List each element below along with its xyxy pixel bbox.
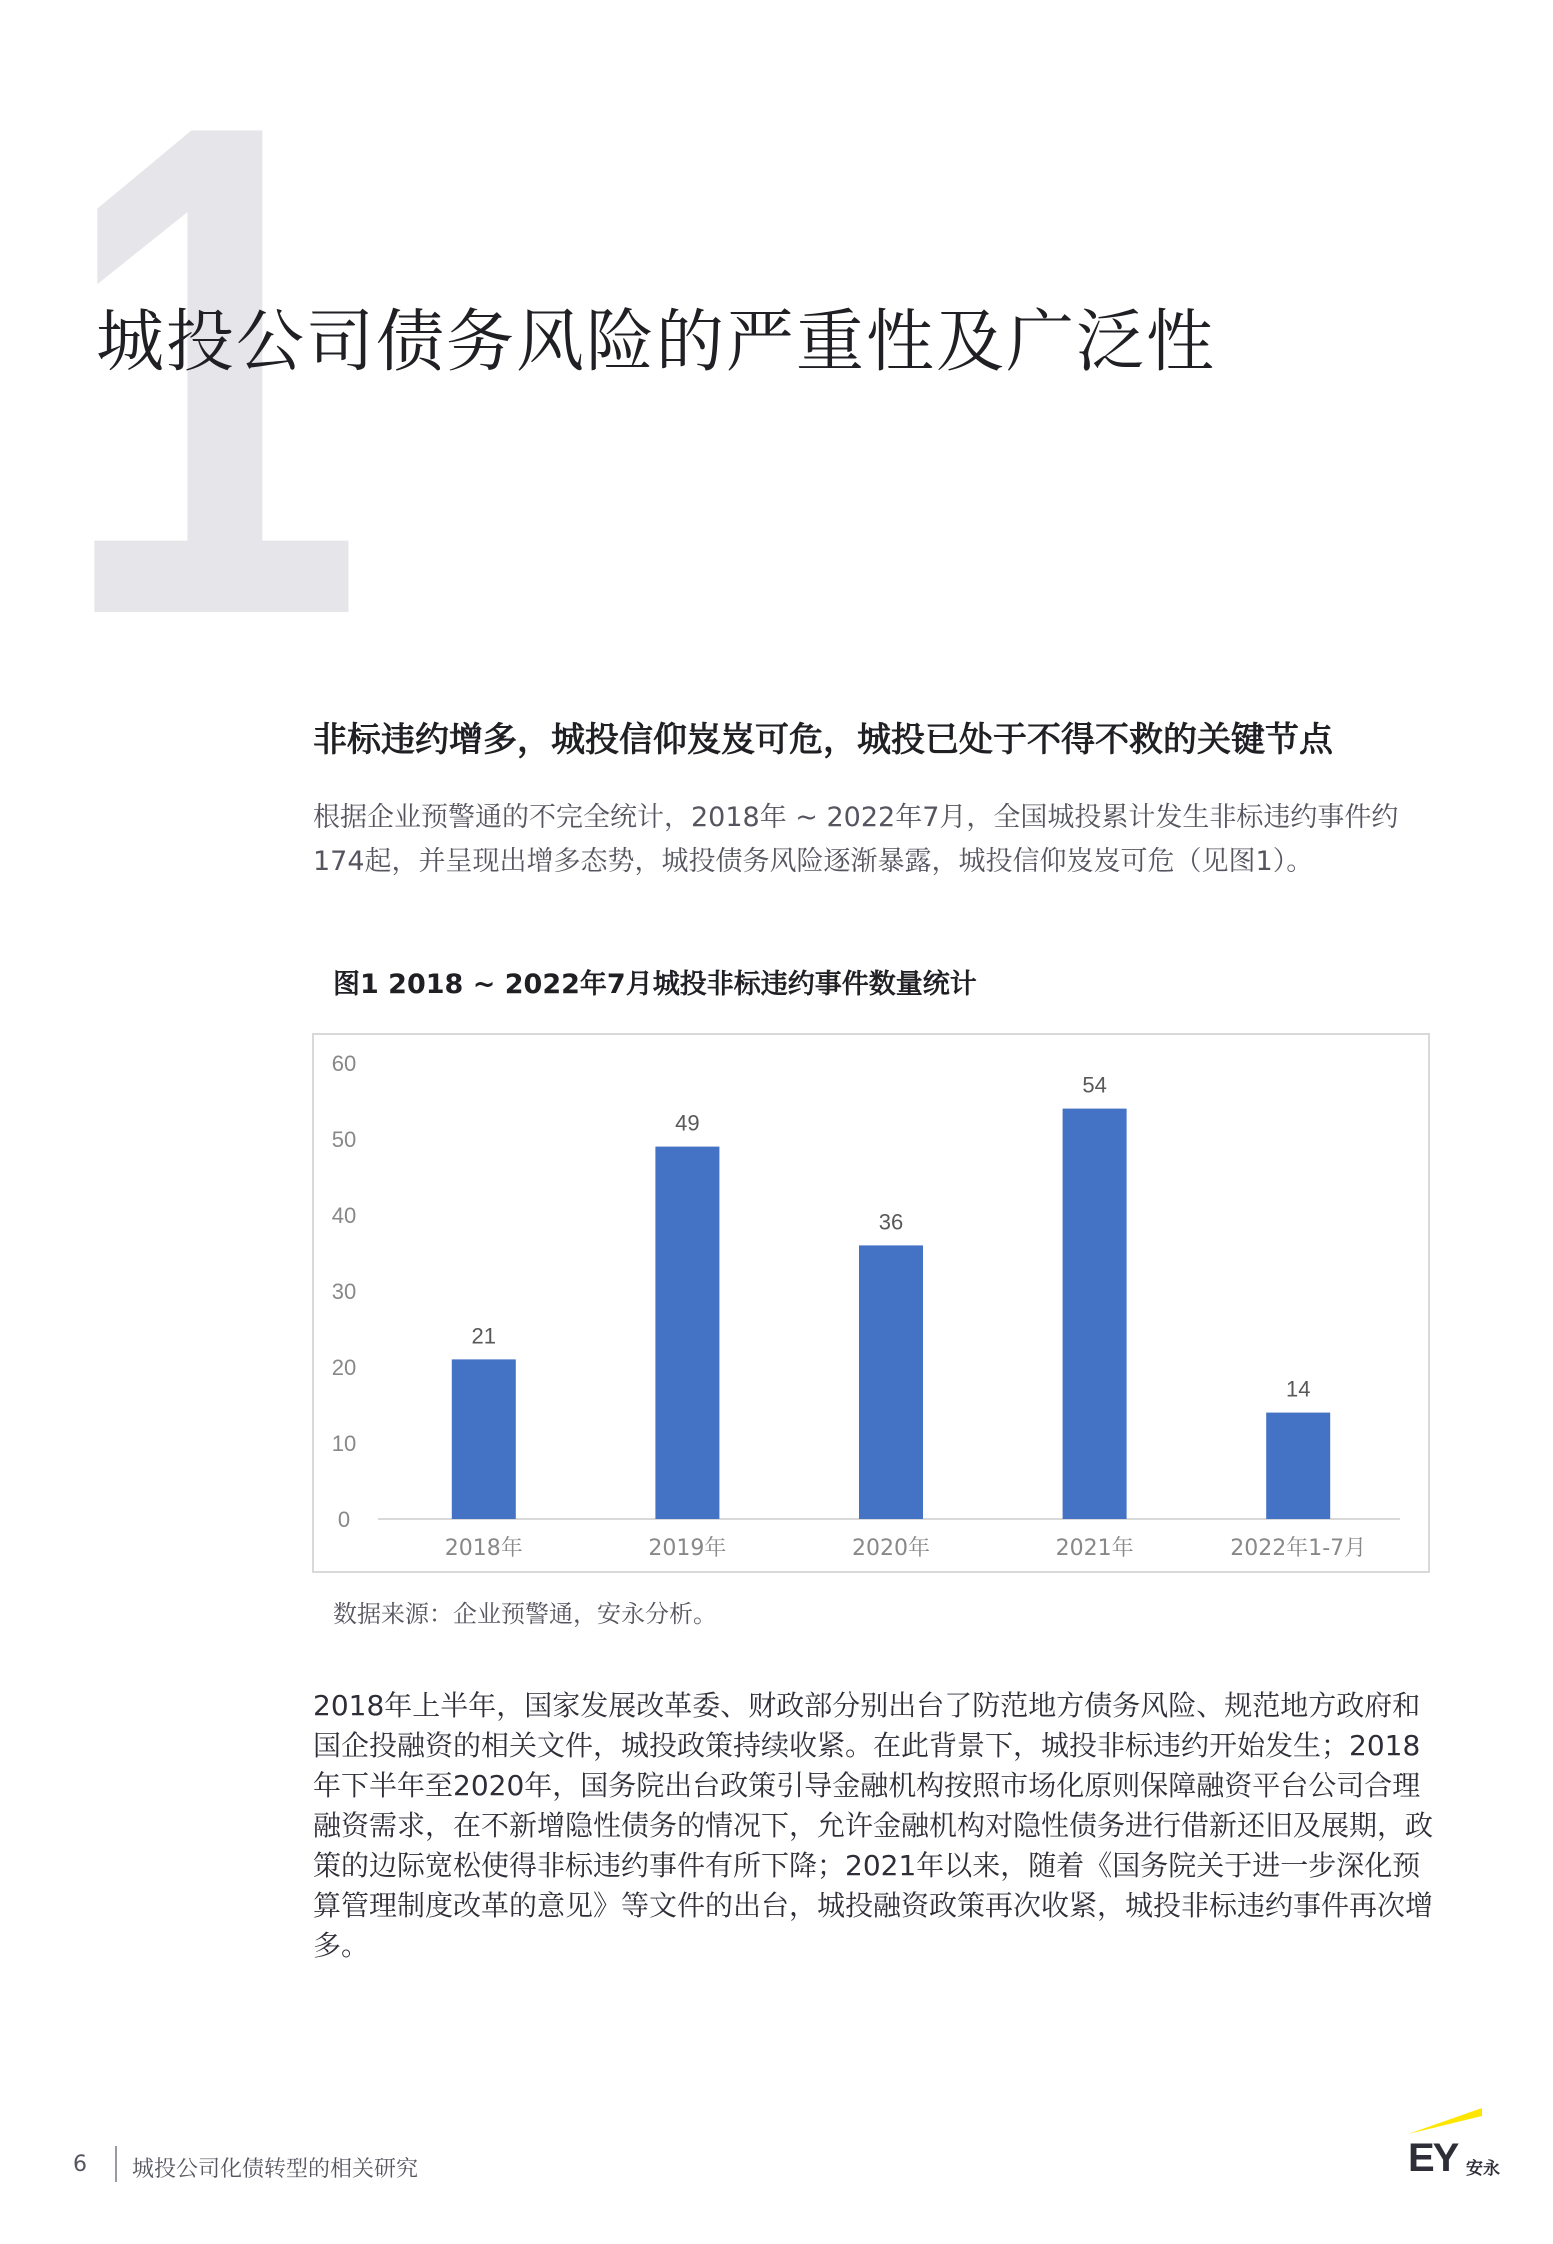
x-tick-label: 2021年 xyxy=(1055,1536,1134,1561)
y-tick-label: 30 xyxy=(331,1279,357,1304)
ey-logo xyxy=(1408,2098,1508,2178)
data-label: 54 xyxy=(1082,1072,1107,1098)
data-label: 21 xyxy=(471,1323,497,1349)
page-number: 6 xyxy=(73,2152,87,2177)
chapter-number: 1 xyxy=(60,0,356,761)
logo-beam-icon xyxy=(1408,2098,1508,2138)
x-tick-label: 2020年 xyxy=(852,1536,930,1561)
y-tick-label: 60 xyxy=(331,1051,357,1076)
bar xyxy=(859,1245,923,1519)
logo-ey-text: EY xyxy=(1408,2136,1458,2180)
footer-divider xyxy=(115,2146,117,2182)
data-source: 数据来源：企业预警通，安永分析。 xyxy=(333,1600,717,1628)
section-heading: 非标违约增多，城投信仰岌岌可危，城投已处于不得不救的关键节点 xyxy=(313,720,1333,760)
bar xyxy=(452,1359,516,1519)
y-tick-label: 10 xyxy=(331,1431,357,1456)
x-tick-label: 2018年 xyxy=(444,1536,523,1561)
bar xyxy=(655,1147,719,1519)
bar-chart xyxy=(312,1033,1430,1573)
figure-caption: 图1 2018 ~ 2022年7月城投非标违约事件数量统计 xyxy=(333,969,977,1000)
lead-paragraph: 根据企业预警通的不完全统计，2018年 ~ 2022年7月，全国城投累计发生非标违约事件约174起，并呈现出增多态势，城投债务风险逐渐暴露，城投信仰岌岌可危（见图1）。 xyxy=(313,802,1399,877)
body-paragraph: 2018年上半年，国家发展改革委、财政部分别出台了防范地方债务风险、规范地方政府和国企投融资的相关文件，城投政策持续收紧。在此背景下，城投非标违约开始发生；2018年下半年至2020年，国务院出台政策引导金融机构按照市场化原则保障融资平台公司合理融资需求，在不新增隐性债务的情况下，允许金融机构对隐性债务进行借新还旧及展期，政策的边际宽松使得非标违约事件有所下降；2021年以来，随着《国务院关于进一步深化预算管理制度改革的意见》等文件的出台，城投融资政策再次收紧，城投非标违约事件再次增多。 xyxy=(313,1689,1434,1962)
data-label: 14 xyxy=(1285,1376,1311,1402)
data-label: 49 xyxy=(675,1110,700,1136)
x-tick-label: 2022年1-7月 xyxy=(1230,1536,1367,1561)
logo-cn-text: 安永 xyxy=(1466,2159,1500,2179)
y-tick-label: 40 xyxy=(331,1203,357,1228)
y-tick-label: 0 xyxy=(337,1507,351,1532)
bar xyxy=(1063,1109,1127,1519)
chapter-title: 城投公司债务风险的严重性及广泛性 xyxy=(96,303,1217,382)
x-tick-label: 2019年 xyxy=(648,1536,727,1561)
bar xyxy=(1266,1413,1330,1519)
data-label: 36 xyxy=(878,1209,904,1235)
y-tick-label: 50 xyxy=(331,1127,357,1152)
y-tick-label: 20 xyxy=(331,1355,357,1380)
footer-report-title: 城投公司化债转型的相关研究 xyxy=(132,2157,419,2182)
chart-canvas xyxy=(314,1035,1428,1571)
